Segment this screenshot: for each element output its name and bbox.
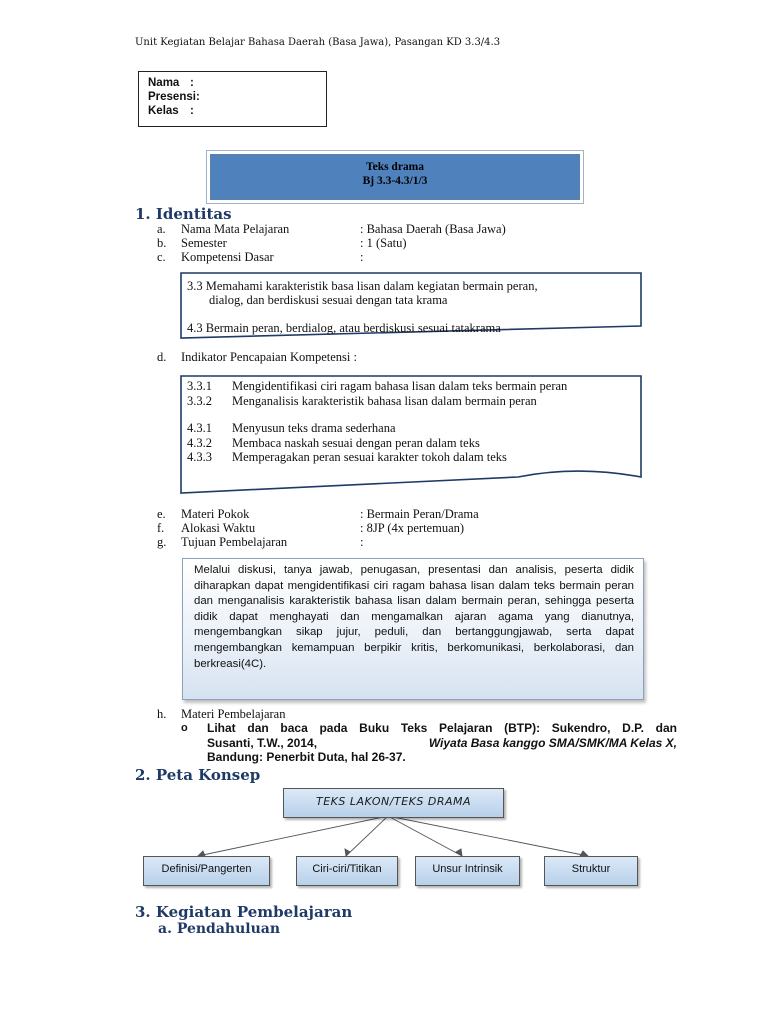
ipk-num: 3.3.2 <box>187 394 212 408</box>
presensi-label: Presensi: <box>148 91 200 103</box>
item-value: : 8JP (4x pertemuan) <box>360 521 465 535</box>
concept-box-unsur <box>415 856 520 886</box>
kd-3-3-line1: 3.3 Memahami karakteristik basa lisan dalam kegiatan bermain peran, <box>187 279 538 293</box>
ipk-text: Mengidentifikasi ciri ragam bahasa lisan dalam teks bermain peran <box>232 379 568 393</box>
materi-line1: Lihat dan baca pada Buku Teks Pelajaran (BTP): Sukendro, D.P. dan <box>207 721 677 735</box>
pendahuluan-subtitle: a. Pendahuluan <box>158 921 281 937</box>
item-letter: b. <box>157 236 167 250</box>
materi-line2-book: Wiyata Basa kanggo SMA/SMK/MA Kelas X, <box>428 735 677 750</box>
ipk-text: Menyusun teks drama sederhana <box>232 421 396 435</box>
kd-4-3: 4.3 Bermain peran, berdialog, atau berdiskusi sesuai tatakrama <box>187 321 501 335</box>
bullet-icon: o <box>181 722 188 734</box>
item-value: : <box>360 250 364 264</box>
concept-label: Definisi/Pangerten <box>161 863 252 875</box>
item-label: Tujuan Pembelajaran <box>181 535 288 549</box>
item-letter: g. <box>157 535 167 549</box>
concept-root-label: TEKS LAKON/TEKS DRAMA <box>315 795 472 808</box>
section-kegiatan-title: 3. Kegiatan Pembelajaran <box>135 903 353 921</box>
concept-label: Ciri-ciri/Titikan <box>312 863 382 875</box>
section-identitas-title: 1. Identitas <box>135 205 232 223</box>
item-value: : <box>360 535 364 549</box>
item-value: : 1 (Satu) <box>360 236 407 250</box>
section-peta-konsep-title: 2. Peta Konsep <box>135 766 261 784</box>
item-letter: h. <box>157 707 167 721</box>
ipk-num: 3.3.1 <box>187 379 212 393</box>
page-header: Unit Kegiatan Belajar Bahasa Daerah (Basa Jawa), Pasangan KD 3.3/4.3 <box>135 37 501 48</box>
concept-box-ciri <box>296 856 398 886</box>
kelas-label: Kelas <box>148 105 179 117</box>
item-label: Indikator Pencapaian Kompetensi : <box>181 350 357 364</box>
item-letter: c. <box>157 250 166 264</box>
tujuan-text: Melalui diskusi, tanya jawab, penugasan, presentasi dan analisis, peserta didik diharapkan dapat mengidentifikasi ciri ragam bahasa lisan dalam teks bermain peran dan menganalisis karakteristik bahasa lisan dalam bermain peran, sehingga peserta didik dapat menghayati dan mengamalkan ajaran agama yang dianutnya, mengembangkan sikap jujur, peduli, dan bertanggungjawab, serta dapat mengembangkan kemampuan berpikir kritis, berkomunikasi, berkolaborasi, dan berkreasi(4C). <box>194 564 634 670</box>
nama-label: Nama <box>148 77 180 89</box>
ipk-num: 4.3.3 <box>187 450 212 464</box>
ipk-text: Memperagakan peran sesuai karakter tokoh dalam teks <box>232 450 507 464</box>
concept-box-struktur <box>544 856 638 886</box>
item-label: Semester <box>181 236 227 250</box>
item-letter: d. <box>157 350 167 364</box>
banner-title: Teks drama <box>365 161 425 173</box>
kd-3-3-line2: dialog, dan berdiskusi sesuai dengan tata krama <box>209 293 448 307</box>
materi-line2-author: Susanti, T.W., 2014, <box>207 735 318 750</box>
item-letter: f. <box>157 521 165 535</box>
banner-code: Bj 3.3-4.3/1/3 <box>362 175 428 187</box>
item-label: Alokasi Waktu <box>181 521 256 535</box>
concept-box-definisi <box>143 856 270 886</box>
concept-label: Struktur <box>571 863 611 875</box>
concept-root-box <box>283 788 504 818</box>
concept-label: Unsur Intrinsik <box>432 863 503 875</box>
ipk-text: Membaca naskah sesuai dengan peran dalam teks <box>232 436 480 450</box>
item-value: : Bermain Peran/Drama <box>360 507 479 521</box>
item-label: Materi Pokok <box>181 507 250 521</box>
item-label: Kompetensi Dasar <box>181 250 274 264</box>
item-label: Materi Pembelajaran <box>181 707 286 721</box>
ipk-text: Menganalisis karakteristik bahasa lisan dalam bermain peran <box>232 394 537 408</box>
item-letter: e. <box>157 507 166 521</box>
kelas-colon: : <box>190 105 194 117</box>
item-letter: a. <box>157 222 166 236</box>
ipk-num: 4.3.2 <box>187 436 212 450</box>
item-value: : Bahasa Daerah (Basa Jawa) <box>360 222 506 236</box>
nama-colon: : <box>190 77 194 89</box>
materi-line3: Bandung: Penerbit Duta, hal 26-37. <box>207 750 406 764</box>
item-label: Nama Mata Pelajaran <box>181 222 290 236</box>
ipk-num: 4.3.1 <box>187 421 212 435</box>
